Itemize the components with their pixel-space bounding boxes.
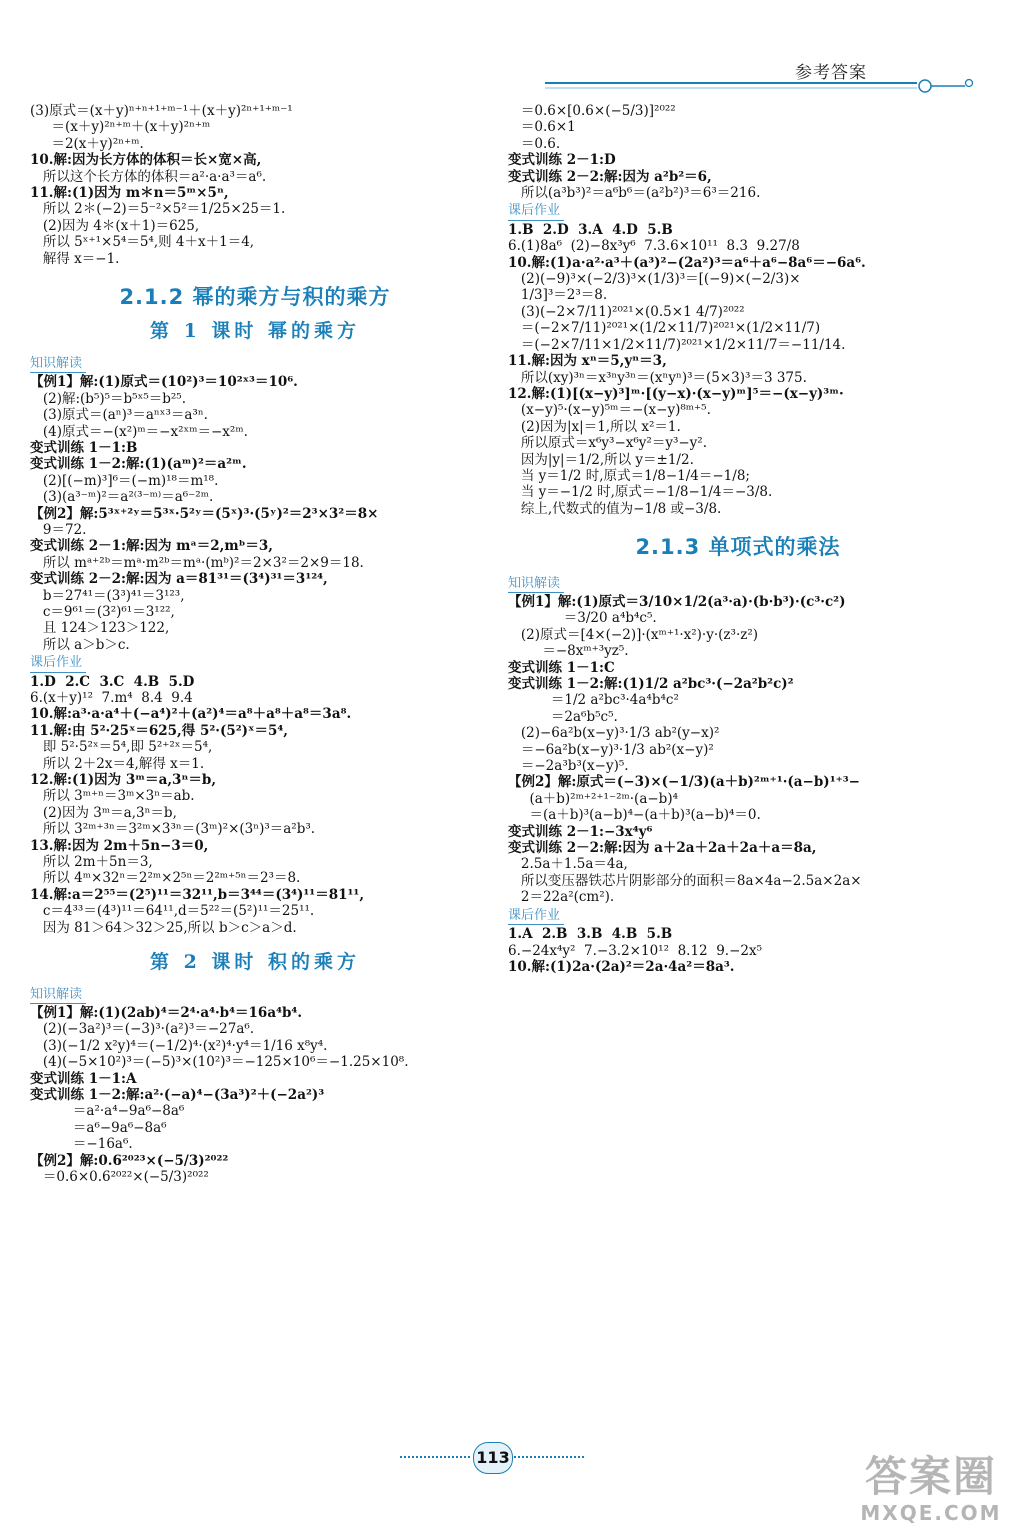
section-title: 2.1.2 幂的乘方与积的乘方	[119, 285, 391, 310]
answer-line: 2＝22a²(cm²).	[508, 889, 615, 906]
answer-line: (4)(−5×10²)³＝(−5)³×(10²)³＝−125×10⁶＝−1.25×10⁸.	[30, 1054, 409, 1071]
answer-line: 9＝72.	[30, 521, 87, 538]
answer-line: 11.解:由 5²·25ˣ＝625,得 5²·(5²)ˣ＝5⁴,	[30, 722, 288, 739]
answer-line: c＝4³³＝(4³)¹¹＝64¹¹,d＝5²²＝(5²)¹¹＝25¹¹.	[30, 903, 315, 920]
section-tag: 知识解读	[30, 356, 86, 373]
answer-line: 6.(1)8a⁶ (2)−8x³y⁶ 7.3.6×10¹¹ 8.3 9.27/8	[508, 238, 800, 255]
answer-line: 当 y＝1/2 时,原式＝1/8−1/4＝−1/8;	[508, 467, 750, 484]
answer-line: 变式训练 2－1:D	[508, 152, 616, 169]
answer-line: 1.D 2.C 3.C 4.B 5.D	[30, 673, 195, 690]
answer-line: 10.解:(1)2a·(2a)²＝2a·4a²＝8a³.	[508, 958, 735, 975]
answer-line: 【例2】解:原式＝(−3)×(−1/3)(a＋b)²ᵐ⁺¹·(a−b)¹⁺³−	[508, 774, 860, 791]
section-title: 2.1.3 单项式的乘法	[635, 535, 841, 560]
answer-line: ＝(−2×7/11)²⁰²¹×(1/2×11/7)²⁰²¹×(1/2×11/7)	[508, 320, 821, 337]
answer-line: 变式训练 2－1:解:因为 mᵃ＝2,mᵇ＝3,	[30, 538, 273, 555]
answer-line: 当 y＝−1/2 时,原式＝−1/8−1/4＝−3/8.	[508, 484, 773, 501]
answer-line: 变式训练 2－1:−3x⁴y⁶	[508, 823, 653, 840]
answer-line: ＝−8xᵐ⁺³yz⁵.	[508, 643, 629, 660]
answer-line: 变式训练 2－2:解:因为 a＋2a＋2a＋2a＋a＝8a,	[508, 840, 817, 857]
answer-line: 解得 x＝−1.	[30, 250, 120, 267]
answer-line: (3)(a³⁻ᵐ)²＝a²⁽³⁻ᵐ⁾＝a⁶⁻²ᵐ.	[30, 489, 214, 506]
answer-line: 【例2】解:0.6²⁰²³×(−5/3)²⁰²²	[30, 1152, 229, 1169]
answer-line: 14.解:a＝2⁵⁵＝(2⁵)¹¹＝32¹¹,b＝3⁴⁴＝(3⁴)¹¹＝81¹¹,	[30, 886, 365, 903]
answer-line: 所以原式＝x⁶y³−x⁶y²＝y³−y².	[508, 435, 707, 452]
answer-line: 所以 mᵃ⁺²ᵇ＝mᵃ·m²ᵇ＝mᵃ·(mᵇ)²＝2×3²＝2×9＝18.	[30, 554, 364, 571]
answer-line: (2)因为 4＊(x＋1)＝625,	[30, 217, 200, 234]
answer-line: ＝1/2 a²bc³·4a⁴b⁴c²	[508, 692, 679, 709]
answer-line: ＝0.6×[0.6×(−5/3)]²⁰²²	[508, 103, 676, 119]
answer-line: ＝3/20 a⁴b⁴c⁵.	[508, 610, 657, 627]
answer-line: 所以 3²ᵐ⁺³ⁿ＝3²ᵐ×3³ⁿ＝(3ᵐ)²×(3ⁿ)³＝a²b³.	[30, 821, 316, 838]
answer-line: 所以这个长方体的体积＝a²·a·a³＝a⁶.	[30, 168, 267, 185]
answer-line: 所以 3ᵐ⁺ⁿ＝3ᵐ×3ⁿ＝ab.	[30, 788, 195, 805]
answer-line: (a＋b)²ᵐ⁺²⁺¹⁻²ᵐ·(a−b)⁴	[508, 790, 679, 807]
answer-line: ＝0.6×1	[508, 119, 576, 136]
answer-line: 变式训练 1－2:解:a²·(−a)⁴−(3a³)²＋(−2a²)³	[30, 1086, 325, 1103]
answer-line: ＝−16a⁶.	[30, 1136, 133, 1153]
answer-line: (3)原式＝(aⁿ)³＝aⁿˣ³＝a³ⁿ.	[30, 407, 208, 424]
answer-line: (2)−6a²b(x−y)³·1/3 ab²(y−x)²	[508, 725, 720, 742]
answer-line: (2)[(−m)³]⁶＝(−m)¹⁸＝m¹⁸.	[30, 472, 219, 489]
header-decoration	[545, 50, 985, 100]
answer-line: 1.A 2.B 3.B 4.B 5.B	[508, 926, 673, 943]
answer-line: 10.解:(1)a·a²·a³＋(a³)²−(2a²)³＝a⁶＋a⁶−8a⁶＝−6a⁶.	[508, 254, 866, 271]
answer-line: 1.B 2.D 3.A 4.D 5.B	[508, 221, 673, 238]
answer-line: 即 5²·5²ˣ＝5⁴,即 5²⁺²ˣ＝5⁴,	[30, 739, 213, 756]
answer-line: (4)原式＝−(x²)ᵐ＝−x²ˣᵐ＝−x²ᵐ.	[30, 423, 248, 440]
answer-line: 13.解:因为 2m＋5n−3＝0,	[30, 837, 209, 854]
section-tag-row	[30, 354, 480, 374]
answer-line: 所以 2m＋5n＝3,	[30, 854, 153, 871]
answer-line: (x−y)⁵·(x−y)⁵ᵐ＝−(x−y)⁸ᵐ⁺⁵.	[508, 402, 711, 419]
section-tag-row	[508, 906, 968, 926]
answer-line: ＝(−2×7/11×1/2×11/7)²⁰²¹×1/2×11/7＝−11/14.	[508, 336, 846, 353]
answer-line: (2)因为|x|＝1,所以 x²＝1.	[508, 418, 681, 435]
section-tag: 课后作业	[508, 908, 564, 925]
answer-line: (2)解:(b⁵)⁵＝b⁵ˣ⁵＝b²⁵.	[30, 390, 186, 407]
lesson-title: 第 1 课时 幂的乘方	[149, 320, 361, 343]
left-column	[30, 103, 480, 1185]
answer-line: (3)(−1/2 x²y)⁴＝(−1/2)⁴·(x²)⁴·y⁴＝1/16 x⁸y⁴.	[30, 1037, 328, 1054]
answer-line: 2.5a＋1.5a＝4a,	[508, 856, 628, 873]
section-tag-row	[508, 201, 968, 221]
page-header	[545, 50, 985, 100]
answer-line: 变式训练 2－2:解:因为 a＝81³¹＝(3⁴)³¹＝3¹²⁴,	[30, 571, 328, 588]
answer-line: ＝0.6×0.6²⁰²²×(−5/3)²⁰²²	[30, 1168, 209, 1185]
answer-line: 1/3]³＝2³＝8.	[508, 287, 608, 304]
answer-line: 且 124＞123＞122,	[30, 620, 170, 637]
answer-line: (3)原式＝(x＋y)ⁿ⁺ⁿ⁺¹⁺ᵐ⁻¹＋(x＋y)²ⁿ⁺¹⁺ᵐ⁻¹	[30, 103, 293, 119]
answer-line: 12.解:(1)[(x−y)³]ᵐ·[(y−x)·(x−y)ᵐ]⁵＝−(x−y)³ᵐ·	[508, 385, 844, 402]
answer-line: ＝(a＋b)³(a−b)⁴−(a＋b)³(a−b)⁴＝0.	[508, 807, 761, 824]
section-tag-row	[30, 985, 480, 1005]
answer-line: 综上,代数式的值为−1/8 或−3/8.	[508, 500, 722, 517]
section-tag: 知识解读	[30, 987, 86, 1004]
answer-line: 变式训练 1－2:解:(1)1/2 a²bc³·(−2a²b²c)²	[508, 676, 794, 692]
answer-line: ＝−2a³b³(x−y)⁵.	[508, 758, 629, 775]
section-tag: 知识解读	[508, 576, 564, 593]
answer-line: ＝2(x＋y)²ⁿ⁺ᵐ.	[30, 135, 144, 152]
answer-line: ＝0.6.	[508, 135, 561, 152]
section-tag: 课后作业	[30, 655, 86, 672]
answer-line: 10.解:因为长方体的体积＝长×宽×高,	[30, 152, 262, 169]
answer-line: 所以 2＊(−2)＝5⁻²×5²＝1/25×25＝1.	[30, 201, 286, 218]
answer-line: ＝−6a²b(x−y)³·1/3 ab²(x−y)²	[508, 741, 714, 758]
answer-line: 所以(a³b³)²＝a⁶b⁶＝(a²b²)³＝6³＝216.	[508, 185, 761, 202]
section-tag: 课后作业	[508, 203, 564, 220]
answer-line: (2)(−3a²)³＝(−3)³·(a²)³＝−27a⁶.	[30, 1021, 255, 1038]
answer-line: (3)(−2×7/11)²⁰²¹×(0.5×1 4/7)²⁰²²	[508, 303, 745, 320]
answer-line: 10.解:a³·a·a⁴＋(−a⁴)²＋(a²)⁴＝a⁸＋a⁸＋a⁸＝3a⁸.	[30, 706, 352, 723]
section-tag-row	[508, 574, 968, 594]
section-tag-row	[30, 653, 480, 673]
answer-line: ＝(x＋y)²ⁿ⁺ᵐ＋(x＋y)²ⁿ⁺ᵐ	[30, 119, 211, 136]
answer-line: (2)因为 3ᵐ＝a,3ⁿ＝b,	[30, 804, 177, 821]
answer-line: 6.−24x⁴y² 7.−3.2×10¹² 8.12 9.−2x⁵	[508, 942, 763, 959]
header-title: 参考答案	[795, 63, 867, 83]
answer-line: 变式训练 1－1:A	[30, 1070, 137, 1087]
answer-line: (2)(−9)³×(−2/3)³×(1/3)³＝[(−9)×(−2/3)×	[508, 271, 801, 288]
answer-line: 因为|y|＝1/2,所以 y＝±1/2.	[508, 451, 694, 468]
answer-line: 变式训练 1－1:C	[508, 659, 615, 676]
answer-line: 变式训练 2－2:解:因为 a²b²＝6,	[508, 168, 712, 185]
answer-line: 所以 5ˣ⁺¹×5⁴＝5⁴,则 4＋x＋1＝4,	[30, 234, 255, 251]
answer-line: 【例1】解:(1)原式＝(10²)³＝10²ˣ³＝10⁶.	[30, 374, 298, 391]
footer-dots-right	[514, 1456, 584, 1460]
watermark-logo-text: 答案圈	[864, 1452, 997, 1501]
answer-line: 所以 4ᵐ×32ⁿ＝2²ᵐ×2⁵ⁿ＝2²ᵐ⁺⁵ⁿ＝2³＝8.	[30, 870, 301, 887]
answer-line: ＝2a⁶b⁵c⁵.	[508, 708, 618, 725]
answer-line: 变式训练 1－1:B	[30, 439, 138, 456]
page-number: 113	[473, 1442, 513, 1474]
answer-line: c＝9⁶¹＝(3²)⁶¹＝3¹²²,	[30, 603, 175, 620]
watermark-url: MXQE.COM	[860, 1501, 1002, 1525]
answer-line: 所以 2＋2x＝4,解得 x＝1.	[30, 755, 205, 772]
answer-line: 因为 81＞64＞32＞25,所以 b＞c＞a＞d.	[30, 919, 297, 936]
watermark	[846, 1452, 1016, 1532]
answer-line: ＝a⁶−9a⁶−8a⁶	[30, 1119, 167, 1136]
answer-line: 【例1】解:(1)(2ab)⁴＝2⁴·a⁴·b⁴＝16a⁴b⁴.	[30, 1004, 303, 1021]
answer-line: 6.(x＋y)¹² 7.m⁴ 8.4 9.4	[30, 690, 193, 706]
answer-line: 11.解:(1)因为 m＊n＝5ᵐ×5ⁿ,	[30, 185, 229, 202]
answer-line: ＝a²·a⁴−9a⁶−8a⁶	[30, 1103, 185, 1120]
answer-line: 【例1】解:(1)原式＝3/10×1/2(a³·a)·(b·b³)·(c³·c²)	[508, 593, 846, 610]
right-column	[508, 103, 968, 975]
answer-line: 所以变压器铁芯片阴影部分的面积＝8a×4a−2.5a×2a×	[508, 872, 862, 889]
answer-line: 变式训练 1－2:解:(1)(aᵐ)²＝a²ᵐ.	[30, 456, 247, 473]
answer-line: 【例2】解:5³ˣ⁺²ʸ＝5³ˣ·5²ʸ＝(5ˣ)³·(5ʸ)²＝2³×3²＝8×	[30, 505, 379, 522]
answer-line: b＝27⁴¹＝(3³)⁴¹＝3¹²³,	[30, 587, 185, 604]
answer-line: 所以(xy)³ⁿ＝x³ⁿy³ⁿ＝(xⁿyⁿ)³＝(5×3)³＝3 375.	[508, 369, 807, 386]
answer-line: (2)原式＝[4×(−2)]·(xᵐ⁺¹·x²)·y·(z³·z²)	[508, 626, 759, 643]
lesson-title: 第 2 课时 积的乘方	[149, 951, 361, 974]
answer-line: 所以 a＞b＞c.	[30, 636, 130, 653]
footer-dots-left	[400, 1456, 470, 1460]
answer-line: 11.解:因为 xⁿ＝5,yⁿ＝3,	[508, 353, 667, 370]
answer-line: 12.解:(1)因为 3ᵐ＝a,3ⁿ＝b,	[30, 772, 217, 789]
